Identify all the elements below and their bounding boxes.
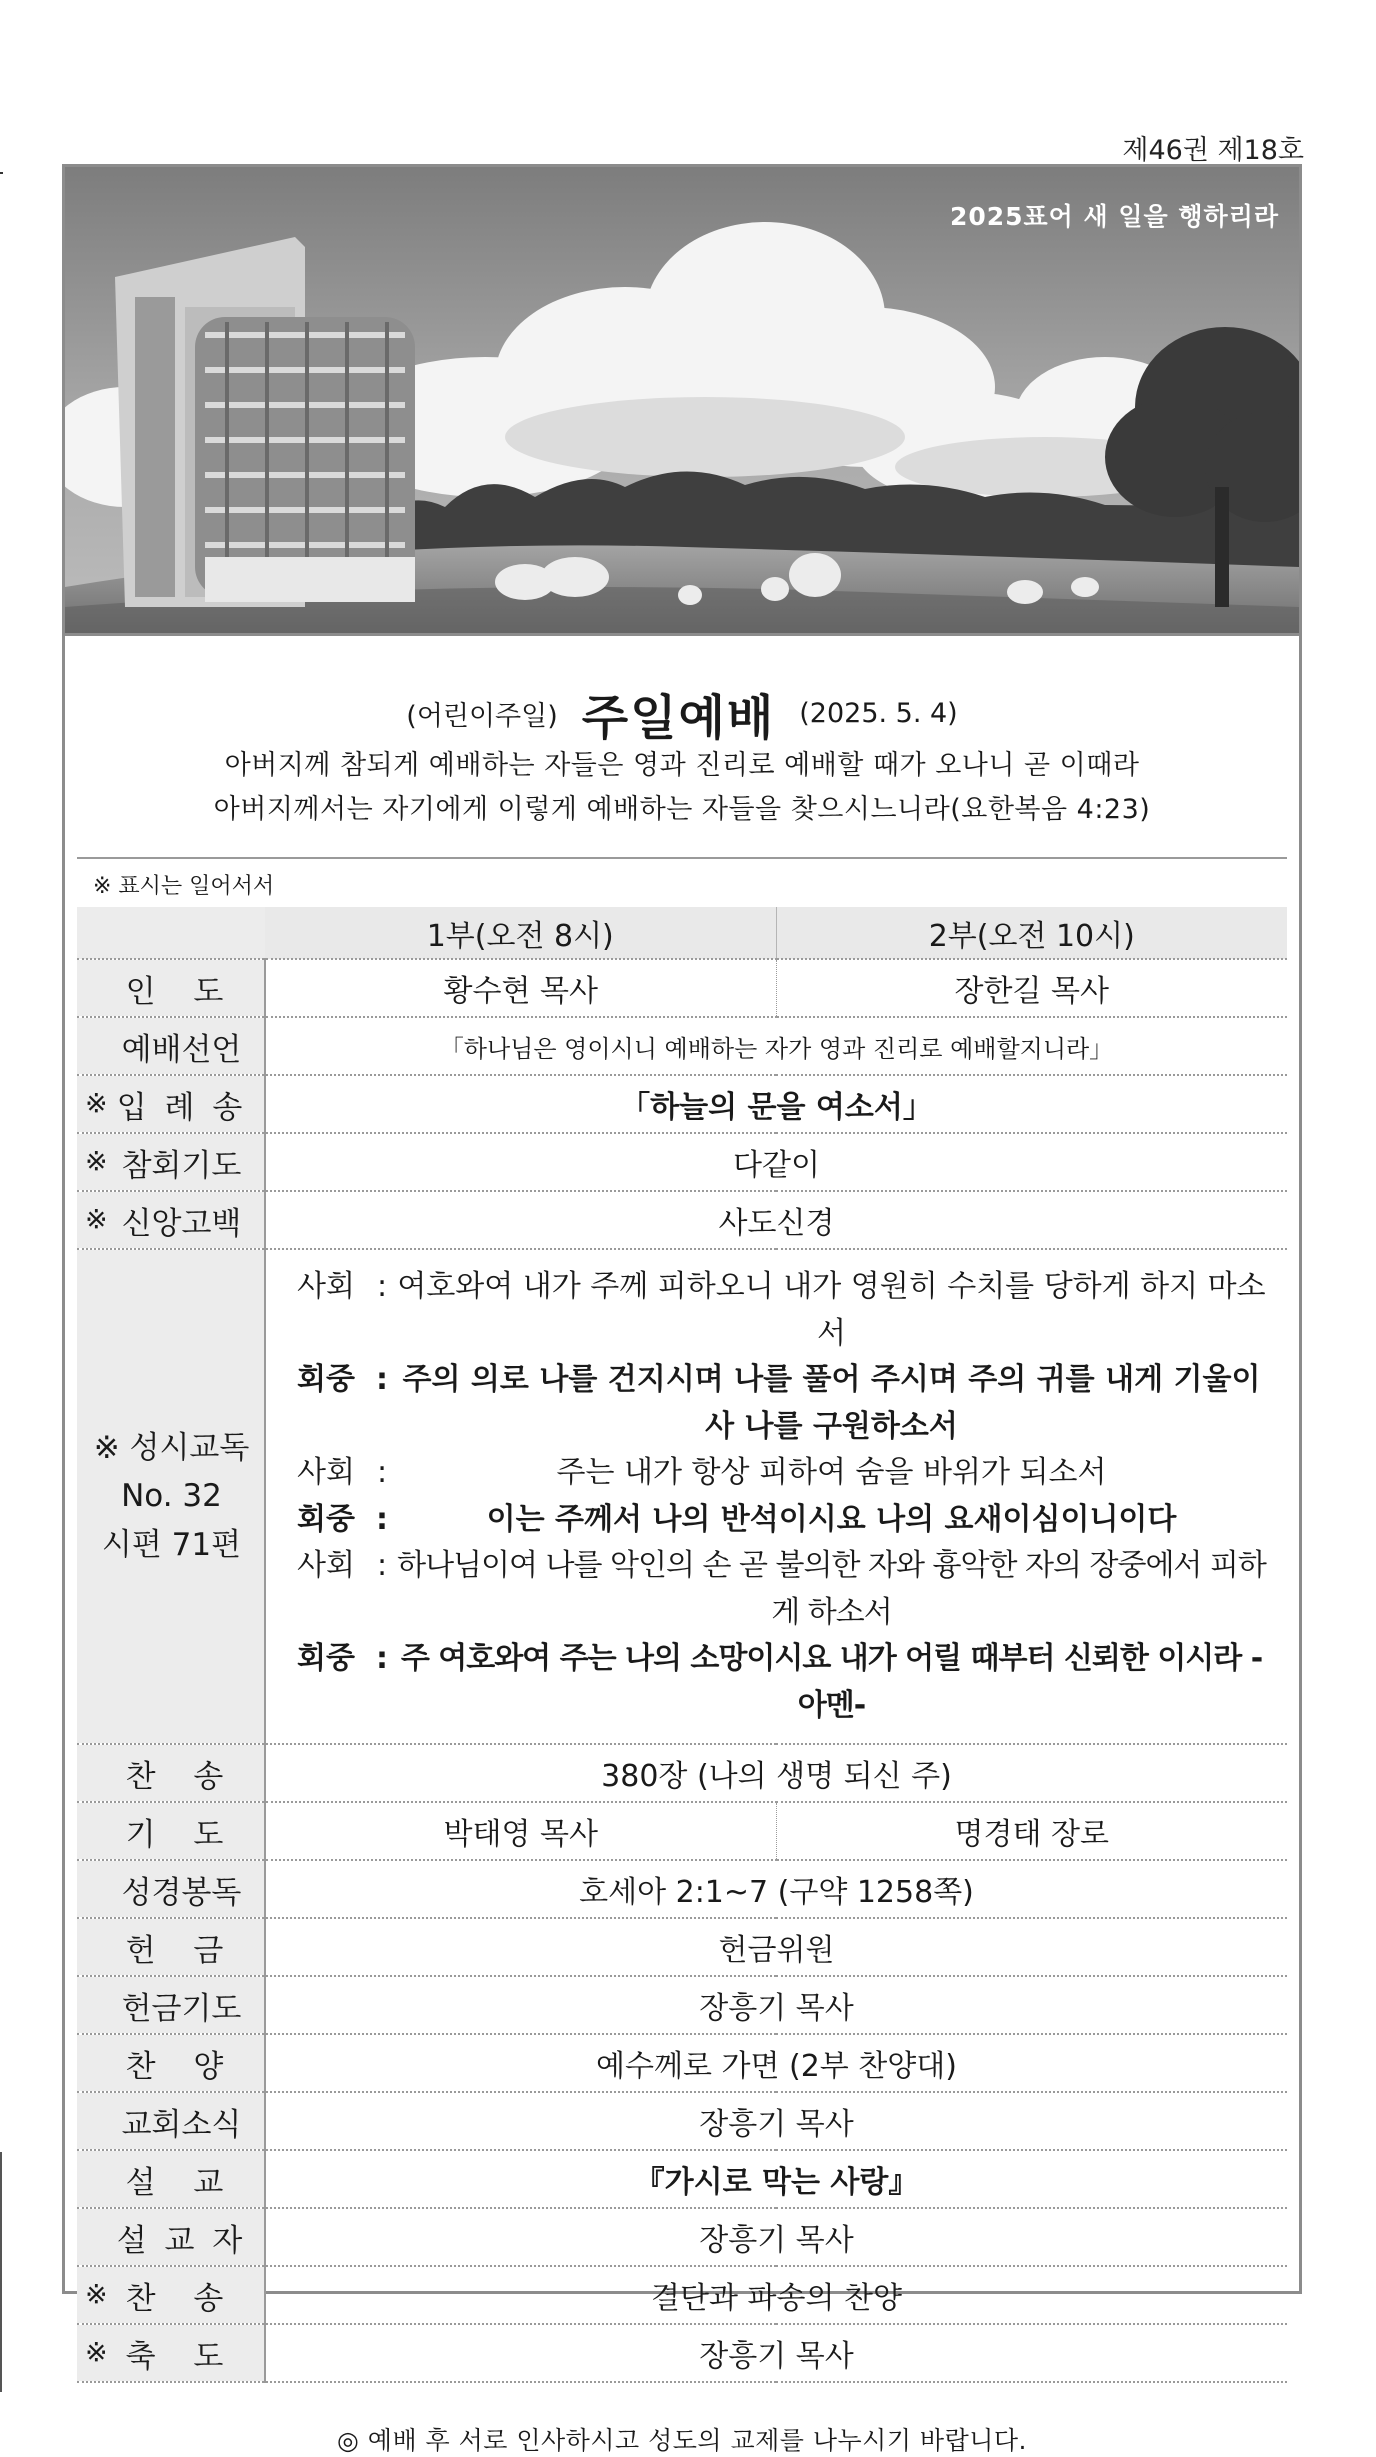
banner-illustration bbox=[65, 167, 1299, 633]
creed-value: 사도신경 bbox=[265, 1191, 1287, 1249]
order-label: 헌금기도 bbox=[77, 1976, 265, 2034]
order-row-announcements bbox=[77, 2092, 1287, 2150]
closing-note: ◎ 예배 후 서로 인사하시고 성도의 교제를 나누시기 바랍니다. bbox=[337, 2426, 1027, 2455]
bulletin-frame bbox=[62, 164, 1302, 2455]
order-row-hymn bbox=[77, 1744, 1287, 1802]
order-label: 찬 송 bbox=[77, 1744, 265, 1802]
reading-line: 회중 : 이는 주께서 나의 반석이시요 나의 요새이심이니이다 bbox=[297, 1501, 1177, 1537]
order-label: ※ 참회기도 bbox=[77, 1133, 265, 1191]
standing-mark: ※ bbox=[85, 1088, 108, 1120]
order-row-creed bbox=[77, 1191, 1287, 1249]
standing-mark: ※ bbox=[85, 1146, 108, 1178]
order-row-benediction bbox=[77, 2324, 1287, 2382]
order-row-responsive-reading bbox=[77, 1249, 1287, 1744]
benediction-value: 장흥기 목사 bbox=[265, 2324, 1287, 2382]
heading-occasion: (어린이주일) bbox=[406, 701, 558, 732]
heading-divider bbox=[77, 857, 1287, 859]
service-times-row bbox=[77, 907, 1287, 959]
verse-line-1: 아버지께 참되게 예배하는 자들은 영과 진리로 예배할 때가 오나니 곧 이때라 bbox=[224, 750, 1140, 781]
annual-motto: 2025표어 새 일을 행하리라 bbox=[949, 202, 1279, 231]
order-label: 예배선언 bbox=[77, 1017, 265, 1075]
preacher-value: 장흥기 목사 bbox=[265, 2208, 1287, 2266]
scripture-value: 호세아 2:1~7 (구약 1258쪽) bbox=[265, 1860, 1287, 1918]
order-row-lead bbox=[77, 959, 1287, 1017]
sermon-title: 『가시로 막는 사랑』 bbox=[265, 2150, 1287, 2208]
order-label: 설 교 bbox=[77, 2150, 265, 2208]
page-edge-line bbox=[0, 2152, 2, 2392]
order-label: 기 도 bbox=[77, 1802, 265, 1860]
reading-line: 회중 : 주의 의로 나를 건지시며 나를 풀어 주시며 주의 귀를 내게 기울이사 나를 구원하소서 bbox=[297, 1362, 1261, 1444]
second-service-time: 2부(오전 10시) bbox=[776, 907, 1287, 959]
reading-line: 사회 : 하나님이여 나를 악인의 손 곧 불의한 자와 흉악한 자의 장중에서 피하게 하소서 bbox=[297, 1548, 1266, 1630]
reading-line: 사회 : 여호와여 내가 주께 피하오니 내가 영원히 수치를 당하게 하지 마소서 bbox=[297, 1269, 1266, 1351]
reading-line: 회중 : 주 여호와여 주는 나의 소망이시요 내가 어릴 때부터 신뢰한 이시라 -아멘- bbox=[297, 1641, 1263, 1723]
reading-line: 사회 : 주는 내가 항상 피하여 숨을 바위가 되소서 bbox=[297, 1455, 1107, 1490]
order-row-offering-prayer bbox=[77, 1976, 1287, 2034]
verse-line-2: 아버지께서는 자기에게 이렇게 예배하는 자들을 찾으시느니라(요한복음 4:23) bbox=[213, 794, 1151, 825]
standing-mark: ※ bbox=[85, 2337, 108, 2369]
order-label: 교회소식 bbox=[77, 2092, 265, 2150]
order-label: ※ 축 도 bbox=[77, 2324, 265, 2382]
anthem-value: 예수께로 가면 (2부 찬양대) bbox=[265, 2034, 1287, 2092]
order-row-sermon bbox=[77, 2150, 1287, 2208]
repentance-value: 다같이 bbox=[265, 1133, 1287, 1191]
responsive-reading-text bbox=[265, 1249, 1287, 1744]
order-row-declaration bbox=[77, 1017, 1287, 1075]
prayer-second-service: 명경태 장로 bbox=[776, 1802, 1287, 1860]
order-label: 헌 금 bbox=[77, 1918, 265, 1976]
order-row-repentance bbox=[77, 1133, 1287, 1191]
offering-value: 헌금위원 bbox=[265, 1918, 1287, 1976]
order-row-scripture bbox=[77, 1860, 1287, 1918]
order-of-worship bbox=[77, 907, 1287, 2383]
order-label: ※ 신앙고백 bbox=[77, 1191, 265, 1249]
standing-mark: ※ bbox=[85, 1204, 108, 1236]
lead-first-service: 황수현 목사 bbox=[265, 959, 776, 1017]
prayer-first-service: 박태영 목사 bbox=[265, 1802, 776, 1860]
banner-photo bbox=[65, 167, 1299, 636]
order-row-offering bbox=[77, 1918, 1287, 1976]
announcements-value: 장흥기 목사 bbox=[265, 2092, 1287, 2150]
order-label: 성경봉독 bbox=[77, 1860, 265, 1918]
hymn-value: 380장 (나의 생명 되신 주) bbox=[265, 1744, 1287, 1802]
order-label: 설 교 자 bbox=[77, 2208, 265, 2266]
order-row-preacher bbox=[77, 2208, 1287, 2266]
reading-label: ※ 성시교독 No. 32 시편 71편 bbox=[77, 1249, 265, 1744]
standing-note: ※ 표시는 일어서서 bbox=[93, 874, 275, 899]
page-edge-mark bbox=[0, 172, 3, 174]
order-row-anthem bbox=[77, 2034, 1287, 2092]
closing-hymn-value: 결단과 파송의 찬양 bbox=[265, 2266, 1287, 2324]
order-row-entrance-hymn bbox=[77, 1075, 1287, 1133]
first-service-time: 1부(오전 8시) bbox=[265, 907, 776, 959]
service-heading bbox=[65, 679, 1299, 748]
declaration-text: 「하나님은 영이시니 예배하는 자가 영과 진리로 예배할지니라」 bbox=[265, 1017, 1287, 1075]
order-label: 찬 양 bbox=[77, 2034, 265, 2092]
order-label: 인 도 bbox=[77, 959, 265, 1017]
entrance-hymn-title: 「하늘의 문을 여소서」 bbox=[265, 1075, 1287, 1133]
offering-prayer-value: 장흥기 목사 bbox=[265, 1976, 1287, 2034]
order-label: ※ 입 례 송 bbox=[77, 1075, 265, 1133]
service-date: (2025. 5. 4) bbox=[799, 698, 958, 729]
order-label: ※ 찬 송 bbox=[77, 2266, 265, 2324]
order-row-closing-hymn bbox=[77, 2266, 1287, 2324]
standing-mark: ※ bbox=[85, 2279, 108, 2311]
blank-corner bbox=[77, 907, 265, 959]
issue-number: 제46권 제18호 bbox=[1122, 135, 1304, 166]
service-title: 주일예배 bbox=[581, 690, 776, 746]
order-row-prayer bbox=[77, 1802, 1287, 1860]
lead-second-service: 장한길 목사 bbox=[776, 959, 1287, 1017]
